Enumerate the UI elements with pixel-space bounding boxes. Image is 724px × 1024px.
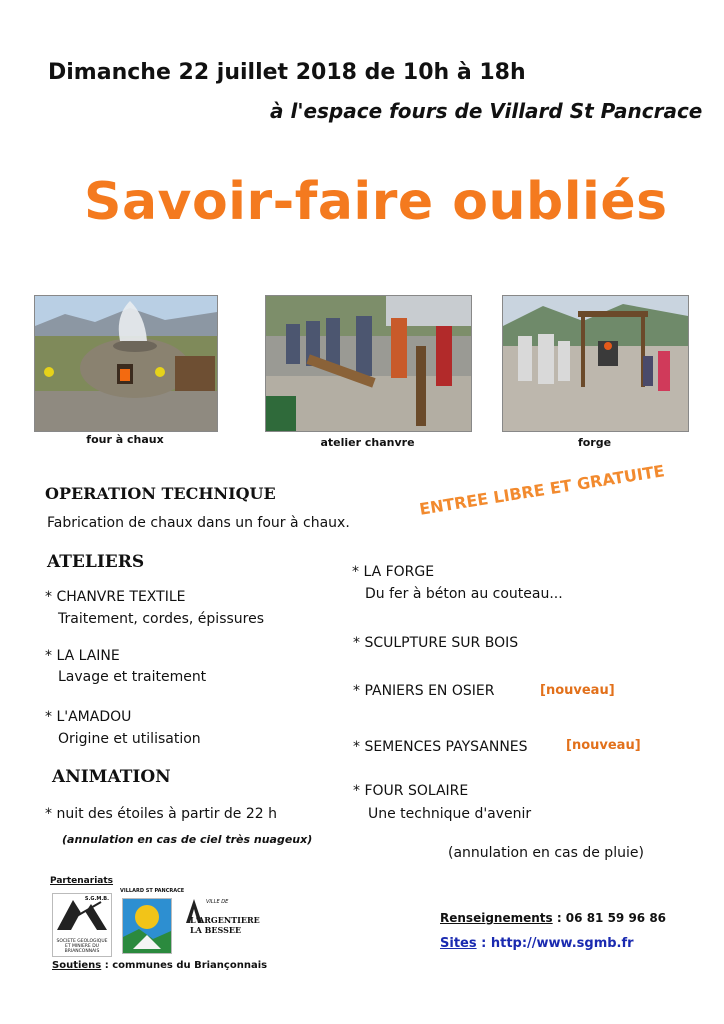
atelier-subtitle: Une technique d'avenir <box>368 806 532 822</box>
nouveau-badge: [nouveau] <box>566 738 641 753</box>
villard-logo <box>122 898 172 954</box>
partenariats-label: Partenariats <box>50 876 114 886</box>
sites-line <box>440 936 634 951</box>
renseignements-phone: : 06 81 59 96 86 <box>552 911 667 925</box>
section-heading-ateliers: ATELIERS <box>47 552 145 572</box>
renseignements-line <box>440 911 666 925</box>
soutiens-line <box>52 960 267 971</box>
sites-link[interactable]: : http://www.sgmb.fr <box>476 936 634 951</box>
section-heading-operation: OPERATION TECHNIQUE <box>45 484 276 503</box>
event-date: Dimanche 22 juillet 2018 de 10h à 18h <box>48 60 526 85</box>
atelier-title: * CHANVRE TEXTILE <box>45 589 186 605</box>
photo-caption: four à chaux <box>86 433 164 446</box>
photo-four-a-chaux <box>34 295 218 432</box>
atelier-title: * LA FORGE <box>352 564 435 580</box>
soutiens-text: : communes du Briançonnais <box>101 960 268 971</box>
operation-text: Fabrication de chaux dans un four à chaux. <box>47 515 350 531</box>
photo-caption: atelier chanvre <box>320 436 415 449</box>
atelier-title: * SEMENCES PAYSANNES <box>353 739 528 755</box>
villard-logo-text: VILLARD ST PANCRACE <box>120 888 185 894</box>
argentiere-logo <box>184 893 260 947</box>
argentiere-logo-line2: L'ARGENTIERE <box>190 915 260 925</box>
page-title: Savoir-faire oubliés <box>84 172 668 232</box>
sgmb-logo-letters: S.G.M.B. <box>84 896 109 902</box>
event-place: à l'espace fours de Villard St Pancrace <box>270 99 703 123</box>
rain-note: (annulation en cas de pluie) <box>448 845 644 861</box>
entree-libre-banner: ENTREE LIBRE ET GRATUITE <box>418 461 666 519</box>
section-heading-animation: ANIMATION <box>52 767 171 787</box>
atelier-title: * PANIERS EN OSIER <box>353 683 495 699</box>
sites-label: Sites <box>440 936 477 951</box>
atelier-title: * SCULPTURE SUR BOIS <box>353 635 519 651</box>
sgmb-logo <box>52 893 112 957</box>
atelier-subtitle: Lavage et traitement <box>58 669 207 685</box>
atelier-title: * LA LAINE <box>45 648 120 664</box>
animation-note: (annulation en cas de ciel très nuageux) <box>62 833 313 846</box>
renseignements-label: Renseignements <box>440 911 553 925</box>
argentiere-logo-line3: LA BESSEE <box>190 925 242 935</box>
atelier-title: * FOUR SOLAIRE <box>353 783 469 799</box>
sgmb-logo-name: SOCIETE GEOLOGIQUE ET MINIERE DU BRIANCONNAIS <box>56 939 108 954</box>
soutiens-label: Soutiens <box>52 960 102 971</box>
atelier-subtitle: Origine et utilisation <box>58 731 201 747</box>
photo-atelier-chanvre <box>265 295 472 432</box>
photo-caption: forge <box>577 436 612 449</box>
atelier-title: * L'AMADOU <box>45 709 132 725</box>
atelier-subtitle: Traitement, cordes, épissures <box>58 611 265 627</box>
atelier-subtitle: Du fer à béton au couteau... <box>365 586 563 602</box>
animation-item: * nuit des étoiles à partir de 22 h <box>45 806 277 822</box>
photo-forge <box>502 295 689 432</box>
argentiere-logo-line1: VILLE DE <box>206 899 229 905</box>
nouveau-badge: [nouveau] <box>540 683 615 698</box>
